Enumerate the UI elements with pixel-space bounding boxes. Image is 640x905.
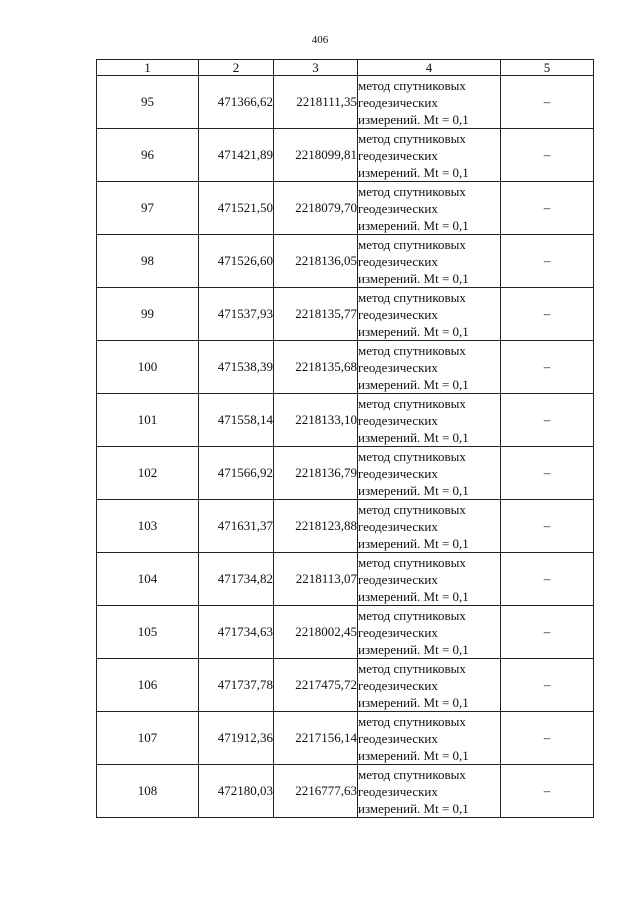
coordinate-y: 2217156,14 [274, 712, 358, 765]
method-line-2: геодезических [358, 465, 438, 481]
method-line-3: измерений. Mt = 0,1 [358, 694, 469, 710]
method-line-3: измерений. Mt = 0,1 [358, 588, 469, 604]
note-dash: – [501, 447, 594, 500]
method-line-1: метод спутниковых [358, 130, 466, 146]
point-number: 95 [97, 76, 199, 129]
method-line-3: измерений. Mt = 0,1 [358, 535, 469, 551]
coordinate-x: 471526,60 [199, 235, 274, 288]
table-header [97, 60, 594, 76]
coordinate-x: 471737,78 [199, 659, 274, 712]
method-line-1: метод спутниковых [358, 660, 466, 676]
method-line-3: измерений. Mt = 0,1 [358, 482, 469, 498]
method-line-3: измерений. Mt = 0,1 [358, 270, 469, 286]
header-row [97, 60, 594, 76]
table-row [97, 235, 594, 288]
method-line-2: геодезических [358, 253, 438, 269]
method-line-1: метод спутниковых [358, 554, 466, 570]
coordinate-y: 2218079,70 [274, 182, 358, 235]
method-description [358, 553, 501, 606]
method-line-3: измерений. Mt = 0,1 [358, 217, 469, 233]
coordinate-y: 2218123,88 [274, 500, 358, 553]
note-dash: – [501, 235, 594, 288]
note-dash: – [501, 712, 594, 765]
method-description [358, 712, 501, 765]
header-col-5: 5 [501, 60, 594, 76]
table-row [97, 447, 594, 500]
coordinate-y: 2218113,07 [274, 553, 358, 606]
table-row [97, 394, 594, 447]
point-number: 97 [97, 182, 199, 235]
coordinate-x: 471558,14 [199, 394, 274, 447]
method-line-2: геодезических [358, 147, 438, 163]
header-col-3: 3 [274, 60, 358, 76]
method-line-1: метод спутниковых [358, 607, 466, 623]
method-description [358, 288, 501, 341]
table-row [97, 712, 594, 765]
method-line-2: геодезических [358, 624, 438, 640]
coordinate-x: 471912,36 [199, 712, 274, 765]
method-line-3: измерений. Mt = 0,1 [358, 111, 469, 127]
coordinate-x: 471734,82 [199, 553, 274, 606]
point-number: 106 [97, 659, 199, 712]
note-dash: – [501, 553, 594, 606]
method-line-2: геодезических [358, 94, 438, 110]
method-line-3: измерений. Mt = 0,1 [358, 323, 469, 339]
point-number: 107 [97, 712, 199, 765]
coordinates-table [96, 59, 594, 818]
note-dash: – [501, 394, 594, 447]
note-dash: – [501, 500, 594, 553]
method-description [358, 447, 501, 500]
table-row [97, 288, 594, 341]
method-description [358, 765, 501, 818]
method-line-1: метод спутниковых [358, 183, 466, 199]
method-description [358, 76, 501, 129]
table-row [97, 341, 594, 394]
coordinate-x: 471421,89 [199, 129, 274, 182]
header-col-2: 2 [199, 60, 274, 76]
method-description [358, 182, 501, 235]
coordinate-y: 2218136,79 [274, 447, 358, 500]
method-line-3: измерений. Mt = 0,1 [358, 800, 469, 816]
coordinate-x: 471537,93 [199, 288, 274, 341]
note-dash: – [501, 341, 594, 394]
method-line-1: метод спутниковых [358, 713, 466, 729]
table-row [97, 129, 594, 182]
coordinate-x: 471566,92 [199, 447, 274, 500]
note-dash: – [501, 76, 594, 129]
method-line-1: метод спутниковых [358, 766, 466, 782]
method-line-1: метод спутниковых [358, 289, 466, 305]
page-number: 406 [311, 34, 329, 46]
table-body [97, 76, 594, 818]
method-line-3: измерений. Mt = 0,1 [358, 429, 469, 445]
table-row [97, 765, 594, 818]
table-row [97, 659, 594, 712]
method-description [358, 235, 501, 288]
method-line-1: метод спутниковых [358, 77, 466, 93]
method-line-1: метод спутниковых [358, 501, 466, 517]
point-number: 98 [97, 235, 199, 288]
point-number: 99 [97, 288, 199, 341]
table-row [97, 606, 594, 659]
method-line-2: геодезических [358, 677, 438, 693]
table-row [97, 182, 594, 235]
point-number: 105 [97, 606, 199, 659]
method-line-1: метод спутниковых [358, 448, 466, 464]
point-number: 103 [97, 500, 199, 553]
header-col-1: 1 [97, 60, 199, 76]
method-line-1: метод спутниковых [358, 236, 466, 252]
table-row [97, 500, 594, 553]
coordinate-x: 471366,62 [199, 76, 274, 129]
method-description [358, 606, 501, 659]
method-line-2: геодезических [358, 571, 438, 587]
coordinate-x: 471521,50 [199, 182, 274, 235]
method-line-2: геодезических [358, 730, 438, 746]
table-row [97, 553, 594, 606]
point-number: 104 [97, 553, 199, 606]
coordinate-y: 2218136,05 [274, 235, 358, 288]
note-dash: – [501, 288, 594, 341]
method-line-2: геодезических [358, 306, 438, 322]
method-line-1: метод спутниковых [358, 395, 466, 411]
method-description [358, 500, 501, 553]
coordinate-x: 471631,37 [199, 500, 274, 553]
method-description [358, 341, 501, 394]
coordinate-y: 2218135,77 [274, 288, 358, 341]
coordinate-y: 2218133,10 [274, 394, 358, 447]
note-dash: – [501, 659, 594, 712]
point-number: 101 [97, 394, 199, 447]
method-line-3: измерений. Mt = 0,1 [358, 376, 469, 392]
point-number: 96 [97, 129, 199, 182]
coordinate-x: 471734,63 [199, 606, 274, 659]
point-number: 102 [97, 447, 199, 500]
coordinate-y: 2218002,45 [274, 606, 358, 659]
method-line-2: геодезических [358, 412, 438, 428]
coordinate-y: 2218111,35 [274, 76, 358, 129]
note-dash: – [501, 129, 594, 182]
method-description [358, 659, 501, 712]
point-number: 100 [97, 341, 199, 394]
coordinate-y: 2216777,63 [274, 765, 358, 818]
coordinate-y: 2217475,72 [274, 659, 358, 712]
method-line-2: геодезических [358, 518, 438, 534]
coordinate-x: 472180,03 [199, 765, 274, 818]
coordinate-y: 2218135,68 [274, 341, 358, 394]
method-line-1: метод спутниковых [358, 342, 466, 358]
coordinate-y: 2218099,81 [274, 129, 358, 182]
note-dash: – [501, 606, 594, 659]
method-description [358, 394, 501, 447]
note-dash: – [501, 182, 594, 235]
method-line-2: геодезических [358, 783, 438, 799]
method-line-2: геодезических [358, 359, 438, 375]
method-line-3: измерений. Mt = 0,1 [358, 164, 469, 180]
method-line-2: геодезических [358, 200, 438, 216]
point-number: 108 [97, 765, 199, 818]
header-col-4: 4 [358, 60, 501, 76]
note-dash: – [501, 765, 594, 818]
method-line-3: измерений. Mt = 0,1 [358, 747, 469, 763]
method-description [358, 129, 501, 182]
coordinate-x: 471538,39 [199, 341, 274, 394]
method-line-3: измерений. Mt = 0,1 [358, 641, 469, 657]
table-row [97, 76, 594, 129]
